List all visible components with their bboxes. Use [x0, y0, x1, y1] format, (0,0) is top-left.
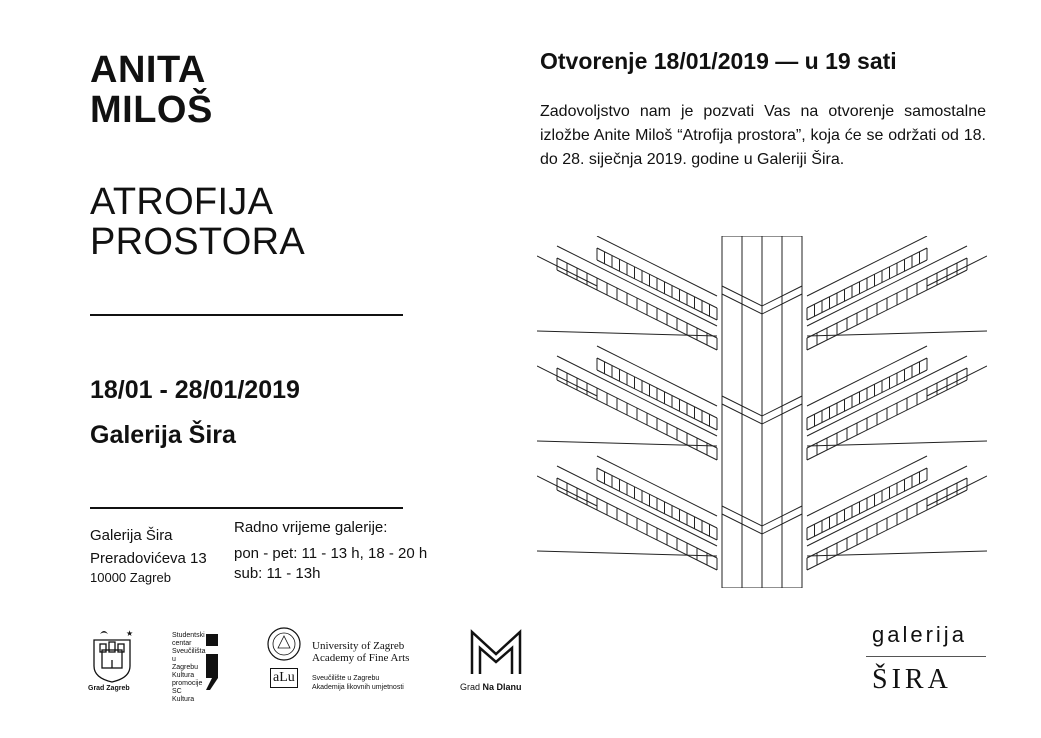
- escalator-artwork: [537, 236, 987, 588]
- artist-name-line2: MILOŠ: [90, 89, 213, 131]
- gallery-logo-word: galerija: [872, 622, 967, 647]
- gallery-address: [90, 524, 207, 586]
- exhibition-title: [90, 182, 305, 262]
- opening-heading: Otvorenje 18/01/2019 — u 19 sati: [540, 48, 897, 74]
- sc-line: u Zagrebu: [172, 656, 199, 671]
- sc-line: Sveučilišta: [172, 648, 206, 655]
- divider-bottom: [90, 507, 403, 509]
- student-center-text-block: [172, 632, 206, 704]
- artist-name: [90, 50, 213, 130]
- sc-line: promocije: [172, 680, 203, 687]
- sc-line: centar: [172, 640, 192, 647]
- hours-saturday: sub: 11 - 13h: [234, 565, 321, 582]
- zagreb-logo-label: Grad Zagreb: [88, 685, 130, 692]
- gnd-label-a: Grad: [460, 682, 481, 692]
- sc-line: SC: [172, 688, 182, 695]
- grad-na-dlanu-label: [460, 682, 522, 692]
- hours-label: Radno vrijeme galerije:: [234, 519, 388, 536]
- invitation-text: Zadovoljstvo nam je pozvati Vas na otvorenje samostalne izložbe Anite Miloš “Atrofija prostora”, koja će se održati od 18. do 28. siječnja 2019. godine u Galeriji Šira.: [540, 103, 986, 168]
- gnd-label-b: Na Dlanu: [482, 682, 522, 692]
- opening-hours: [234, 518, 427, 584]
- exhibition-title-line1: ATROFIJA: [90, 181, 274, 223]
- address-city: 10000 Zagreb: [90, 570, 171, 585]
- sc-line: Kultura: [172, 672, 195, 679]
- gallery-logo-rule: [866, 656, 986, 657]
- alu-line1: Sveučilište u Zagrebu: [312, 675, 380, 682]
- university-line1: University of Zagreb: [312, 640, 405, 652]
- artist-name-line1: ANITA: [90, 49, 206, 91]
- exhibition-venue: Galerija Šira: [90, 421, 236, 449]
- student-center-mark-icon: [204, 634, 222, 692]
- zagreb-coat-of-arms-icon: [86, 626, 138, 692]
- sc-line: Kultura: [172, 696, 195, 703]
- grad-na-dlanu-logo-icon: [468, 628, 524, 676]
- university-line2: Academy of Fine Arts: [312, 652, 410, 664]
- exhibition-title-line2: PROSTORA: [90, 221, 305, 263]
- hours-weekdays: pon - pet: 11 - 13 h, 18 - 20 h: [234, 545, 428, 562]
- svg-text:★: ★: [126, 629, 134, 638]
- exhibition-dates: 18/01 - 28/01/2019: [90, 376, 300, 404]
- address-name: Galerija Šira: [90, 527, 173, 544]
- address-street: Preradovićeva 13: [90, 550, 207, 567]
- alu-line2: Akademija likovnih umjetnosti: [312, 684, 404, 691]
- divider-top: [90, 314, 403, 316]
- university-name: [312, 640, 409, 664]
- alu-name: [312, 674, 404, 692]
- gallery-logo-name: ŠIRA: [872, 664, 952, 695]
- university-seal-icon: [266, 626, 302, 662]
- sc-line: Studentski: [172, 632, 205, 639]
- alu-mark-icon: aLu: [270, 668, 298, 688]
